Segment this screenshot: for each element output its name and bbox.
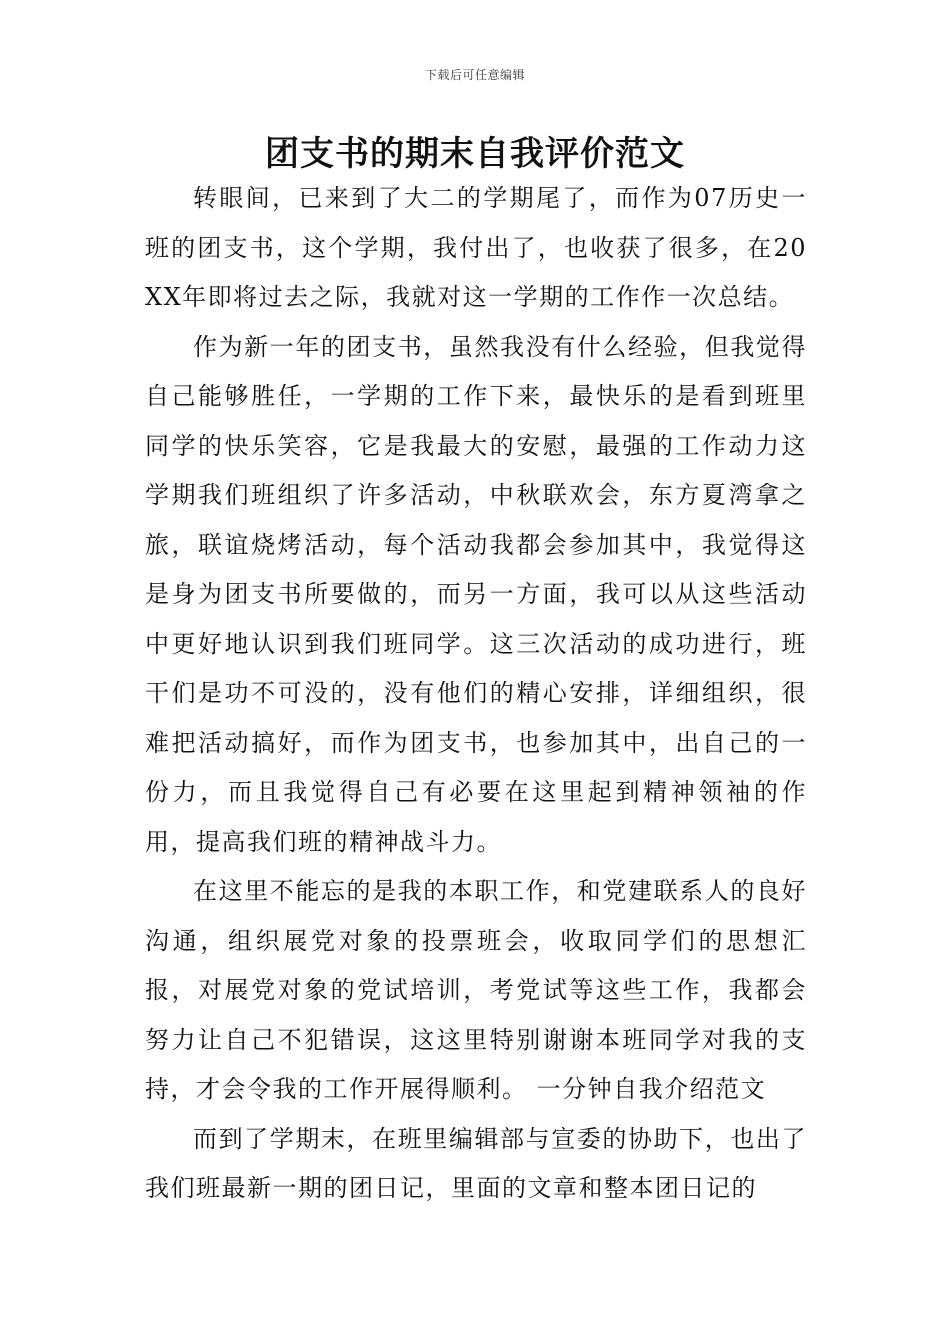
header-note: 下载后可任意编辑 [424, 68, 525, 82]
paragraph-4: 而到了学期末，在班里编辑部与宣委的协助下，也出了我们班最新一期的团日记，里面的文章和整本团日记的 [145, 1124, 807, 1202]
paragraph-2: 作为新一年的团支书，虽然我没有什么经验，但我觉得自己能够胜任，一学期的工作下来，最快乐的是看到班里同学的快乐笑容，它是我最大的安慰，最强的工作动力这学期我们班组织了许多活动，中秋联欢会，东方夏湾拿之旅，联谊烧烤活动，每个活动我都会参加其中，我觉得这是身为团支书所要做的，而另一方面，我可以从这些活动中更好地认识到我们班同学。这三次活动的成功进行，班干们是功不可没的，没有他们的精心安排，详细组织，很难把活动搞好，而作为团支书，也参加其中，出自己的一份力，而且我觉得自己有必要在这里起到精神领袖的作用，提高我们班的精神战斗力。 [145, 332, 807, 856]
paragraph-1: 转眼间，已来到了大二的学期尾了，而作为07历史一班的团支书，这个学期，我付出了，也收获了很多，在20XX年即将过去之际，我就对这一学期的工作作一次总结。 [145, 184, 807, 311]
paragraph-3: 在这里不能忘的是我的本职工作，和党建联系人的良好沟通，组织展党对象的投票班会，收取同学们的思想汇报，对展党对象的党试培训，考党试等这些工作，我都会努力让自己不犯错误，这这里特别谢谢本班同学对我的支持，才会令我的工作开展得顺利。 一分钟自我介绍范文 [145, 877, 807, 1103]
document-body [145, 174, 807, 1214]
document-title: 团支书的期末自我评价范文 [265, 134, 685, 174]
